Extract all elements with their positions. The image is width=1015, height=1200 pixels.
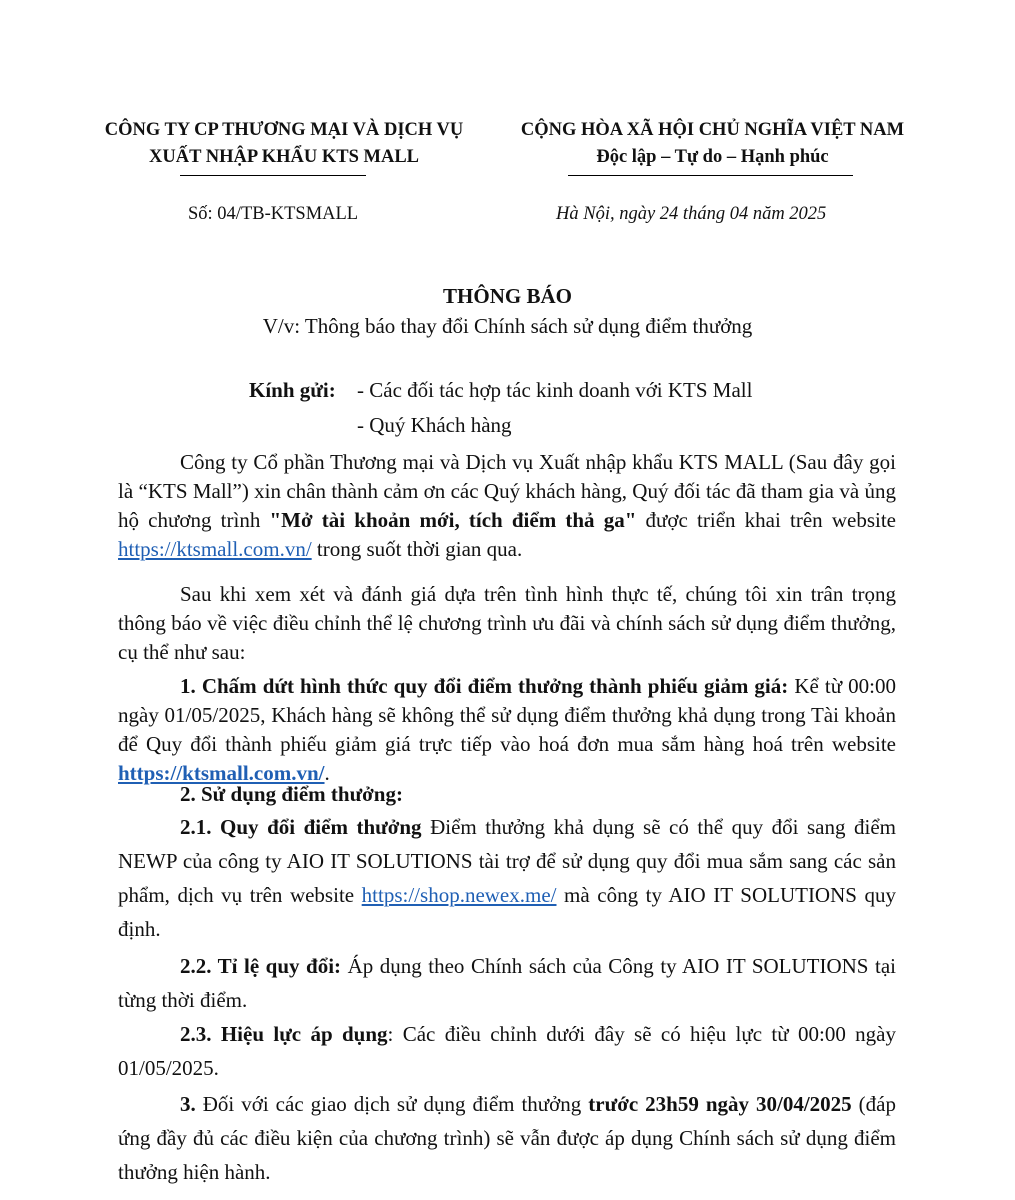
section-1: 1. Chấm dứt hình thức quy đổi điểm thưởng thành phiếu giảm giá: Kể từ 00:00 ngày 01/05/2025, Khách hàng sẽ không thể sử dụng điểm thưởng khả dụng trong Tài khoản để Quy đổi thành phiếu giảm giá trực tiếp vào hoá đơn mua sắm hàng hoá trên website https://ktsmall.com.vn/.: [118, 674, 896, 785]
recipients-label: Kính gửi:: [249, 378, 336, 402]
section-3-deadline: trước 23h59 ngày 30/04/2025: [588, 1092, 852, 1116]
company-name-line1: CÔNG TY CP THƯƠNG MẠI VÀ DỊCH VỤ: [104, 120, 464, 140]
nation-name: CỘNG HÒA XÃ HỘI CHỦ NGHĨA VIỆT NAM: [520, 120, 905, 140]
section-2-2-heading: 2.2. Tỉ lệ quy đổi:: [180, 954, 342, 978]
recipient-item: - Các đối tác hợp tác kinh doanh với KTS Mall: [357, 378, 753, 402]
recipient-item: - Quý Khách hàng: [357, 413, 512, 437]
ktsmall-link[interactable]: https://ktsmall.com.vn/: [118, 537, 312, 561]
document-subject: V/v: Thông báo thay đổi Chính sách sử dụng điểm thưởng: [262, 314, 753, 338]
section-2-2-text: Áp dụng theo Chính sách của Công ty AIO IT SOLUTIONS tại từng thời điểm.: [118, 954, 896, 1012]
intro-paragraph: [118, 448, 896, 564]
section-2-1: 2.1. Quy đổi điểm thưởng Điểm thưởng khả dụng sẽ có thể quy đổi sang điểm NEWP của công ty AIO IT SOLUTIONS tài trợ để sử dụng quy đổi mua sắm sang các sản phẩm, dịch vụ trên website https://shop.newex.me/ mà công ty AIO IT SOLUTIONS quy định.: [118, 815, 897, 941]
motto-underline: [568, 175, 853, 176]
section-3: [118, 1087, 896, 1189]
place-date: Hà Nội, ngày 24 tháng 04 năm 2025: [556, 204, 827, 224]
section-2-1-heading: 2.1. Quy đổi điểm thưởng: [180, 815, 422, 839]
section-2-heading: 2. Sử dụng điểm thưởng:: [180, 782, 403, 806]
section-2-1-text: Điểm thưởng khả dụng sẽ có thể quy đổi sang điểm NEWP của công ty AIO IT SOLUTIONS tài trợ để sử dụng quy đổi mua sắm sang các sản phẩm, dịch vụ trên website: [118, 815, 896, 907]
newex-link[interactable]: https://shop.newex.me/: [361, 883, 557, 907]
company-underline: [180, 175, 366, 176]
program-name: "Mở tài khoản mới, tích điểm thả ga": [269, 508, 637, 532]
section-2-2: [118, 949, 896, 1017]
section-3-text: Đối với các giao dịch sử dụng điểm thưởng: [195, 1092, 589, 1116]
section-3-text: (đáp ứng đầy đủ các điều kiện của chương trình) sẽ vẫn được áp dụng Chính sách sử dụng điểm thưởng hiện hành.: [118, 1092, 896, 1184]
section-2-3-heading: 2.3. Hiệu lực áp dụng: [180, 1022, 388, 1046]
company-name-line2: XUẤT NHẬP KHẨU KTS MALL: [149, 147, 419, 167]
section-1-text: Kể từ 00:00 ngày 01/05/2025, Khách hàng sẽ không thể sử dụng điểm thưởng khả dụng trong Tài khoản để Quy đổi thành phiếu giảm giá trực tiếp vào hoá đơn mua sắm hàng hoá trên website: [118, 674, 896, 756]
intro-text: Công ty Cổ phần Thương mại và Dịch vụ Xuất nhập khẩu KTS MALL (Sau đây gọi là “KTS Mall”) xin chân thành cảm ơn các Quý khách hàng, Quý đối tác đã tham gia và ủng hộ chương trình: [118, 450, 896, 532]
ktsmall-link[interactable]: https://ktsmall.com.vn/: [118, 761, 325, 785]
document-number: Số: 04/TB-KTSMALL: [188, 204, 359, 224]
review-paragraph: Sau khi xem xét và đánh giá dựa trên tình hình thực tế, chúng tôi xin trân trọng thông báo về việc điều chỉnh thể lệ chương trình ưu đãi và chính sách sử dụng điểm thưởng, cụ thể như sau:: [118, 582, 896, 664]
intro-text: trong suốt thời gian qua.: [311, 537, 523, 561]
section-2-3: [118, 1017, 896, 1085]
intro-text: được triển khai trên website: [636, 508, 896, 532]
nation-motto: Độc lập – Tự do – Hạnh phúc: [596, 147, 829, 167]
section-3-number: 3.: [180, 1092, 196, 1116]
section-1-heading: 1. Chấm dứt hình thức quy đổi điểm thưởng thành phiếu giảm giá:: [180, 674, 789, 698]
document-title: THÔNG BÁO: [443, 284, 572, 308]
section-2-3-text: : Các điều chỉnh dưới đây sẽ có hiệu lực từ 00:00 ngày 01/05/2025.: [118, 1022, 896, 1080]
